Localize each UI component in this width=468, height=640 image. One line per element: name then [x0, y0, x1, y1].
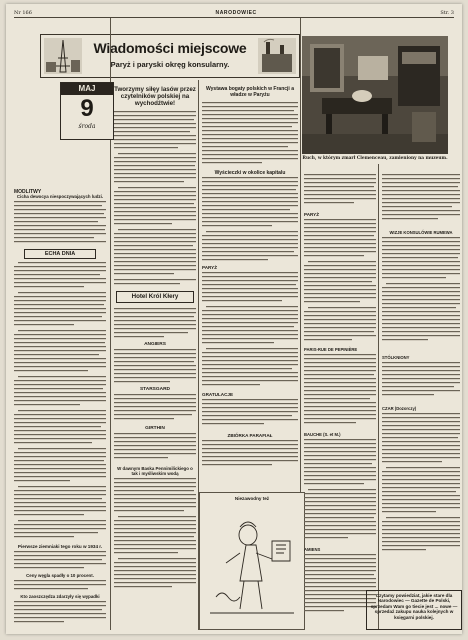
headline: Cicha dewocya niespoczywających ludzi.: [16, 194, 104, 199]
calendar-month: MAJ: [61, 83, 113, 95]
headline: GRATULACJE: [202, 392, 234, 397]
photo-caption: Ruch, w którym zmarł Clemenceau, zamieniony na muzeum.: [302, 156, 448, 161]
headline: STARSGARD: [139, 387, 171, 392]
headline: W dawnym Baska Pennimilickiego o tak i myśliwskim wodą: [117, 466, 193, 476]
column-text-lines: [14, 262, 106, 542]
cartoon-title: Niezawodny też: [234, 496, 270, 501]
newspaper-name: NARODOWIEC: [215, 9, 257, 16]
column-text-lines: [202, 175, 298, 265]
column-text-lines: [304, 217, 376, 347]
headline: PARYŻ: [304, 212, 320, 217]
column-text-lines: [14, 201, 106, 245]
column-text-lines: [202, 98, 298, 170]
date-calendar: [60, 82, 114, 140]
column-text-lines: [304, 172, 376, 212]
column-text-lines: [382, 172, 460, 230]
headline: AMIENS: [304, 547, 321, 552]
headline: WIZJE KONSULÓWIE RUMEWA: [389, 230, 453, 235]
factory-illustration: [258, 38, 296, 74]
headline: PARYŻ: [202, 265, 218, 270]
headline: CZAR (Dozorczy): [382, 406, 417, 411]
column-text-lines: [114, 347, 196, 387]
column-text-lines: [14, 578, 106, 594]
column-text-lines: [382, 360, 460, 406]
cartoon-box: [199, 492, 305, 630]
column-text-lines: [114, 431, 196, 465]
calendar-day: 9: [80, 95, 94, 122]
eiffel-tower-illustration: [44, 38, 82, 74]
subscription-advertisement: Czytamy powiedziat, jakie stare dla Narodowiec — Gazette de Polski, sprzedam Wam go tiecie jest ... nowe — sprzedaż zakupu nauka kolejnych w księgarni polskiej.: [366, 590, 462, 630]
section-masthead: [40, 34, 300, 78]
column-text-lines: [14, 549, 106, 573]
hotel-box-heading: Hotel Król Kłery: [116, 291, 194, 303]
column-text-lines: [114, 392, 196, 426]
headline: Wyścieczki w okolice kapitalu: [214, 170, 286, 176]
headline: Tworzymy siłęy lasów przez czytelników polskiej na wychodźtwie!: [114, 86, 196, 107]
cartoon-drawing: [200, 501, 304, 623]
headline: PARIS-RUE DE PEPINIÈRE: [304, 347, 358, 352]
headline: Ceny węgla spadły o 10 procent.: [26, 573, 94, 578]
running-head: [14, 8, 454, 18]
section-subtitle: Paryż i paryski okręg konsularny.: [110, 60, 230, 69]
column-5: [382, 172, 460, 562]
headline: Kto zaoszczędza zdarzyły się wypadki: [20, 594, 100, 599]
column-2: [114, 86, 196, 597]
column-text-lines: [202, 270, 298, 392]
headline: Pierwsze ziemniaki tego roku w 1934 r.: [17, 544, 103, 549]
headline: GIRTHIN: [145, 426, 165, 431]
page-number: Str. 3: [440, 9, 454, 16]
headline: ANGIERS: [144, 342, 166, 347]
clemenceau-room-photo: [302, 36, 448, 154]
headline: ZBIÓRKA PARAFIAŁ: [227, 433, 273, 438]
headline: BAUCHE (S. et M.): [304, 432, 341, 437]
column-text-lines: [382, 411, 460, 561]
newspaper-page: [6, 4, 462, 634]
headline: Wystawa bogaty polskich w Francji a władze w Paryżu: [206, 86, 294, 98]
column-text-lines: [304, 437, 376, 547]
column-text-lines: [114, 107, 196, 287]
section-title: Wiadomości miejscowe: [93, 40, 247, 56]
column-text-lines: [114, 476, 196, 596]
column-1: [14, 190, 106, 630]
calendar-weekday: środa: [78, 123, 96, 130]
room-interior-image: [302, 36, 448, 154]
column-3: [202, 86, 298, 475]
echa-dnia-box: ECHA DNIA: [24, 249, 96, 259]
column-text-lines: [202, 397, 298, 433]
column-text-lines: [114, 306, 196, 342]
column-text-lines: [202, 438, 298, 474]
column-text-lines: [304, 352, 376, 432]
column-rule: [378, 164, 379, 630]
headline: STÓLKNIONY: [382, 355, 410, 360]
column-text-lines: [382, 235, 460, 355]
headline: MODLITWY: [14, 189, 42, 195]
page-issue-number: Nr 166: [14, 9, 32, 16]
column-text-lines: [14, 599, 106, 629]
column-4: [304, 172, 376, 623]
